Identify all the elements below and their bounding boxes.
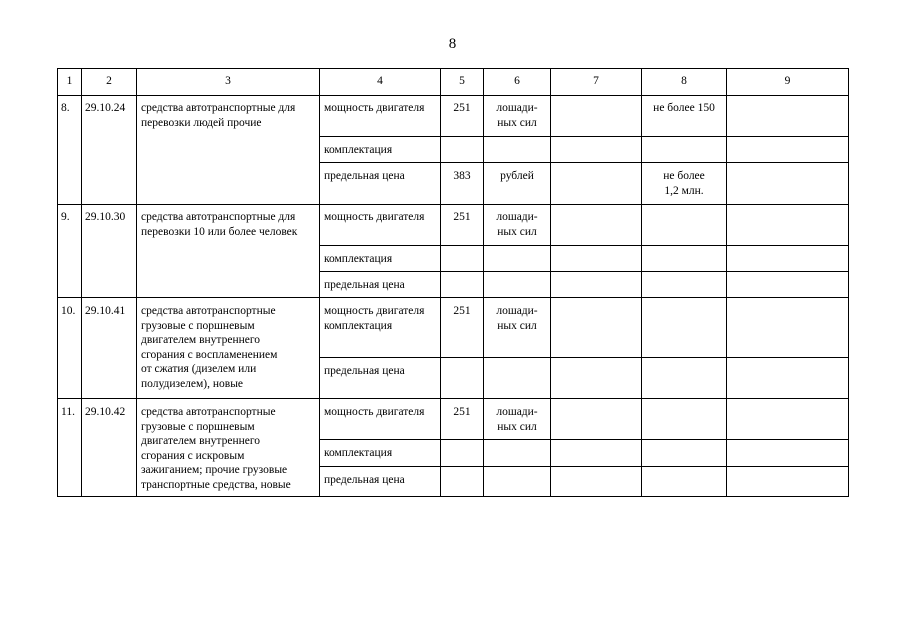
table-border-right <box>848 68 849 497</box>
row-number: 10. <box>61 305 76 317</box>
unit-code: 251 <box>453 406 471 418</box>
header-cell-2: 2 <box>106 75 112 87</box>
table-border-bottom <box>57 496 849 497</box>
col-divider-4-5 <box>440 68 441 497</box>
row-divider-10-11 <box>57 398 849 399</box>
unit-name: лошади- ных сил <box>496 305 538 332</box>
row-divider-8-9 <box>57 204 849 205</box>
col-divider-2-3 <box>136 68 137 497</box>
header-cell-3: 3 <box>225 75 231 87</box>
characteristic-name: предельная цена <box>324 279 405 291</box>
okpd-code: 29.10.42 <box>85 406 126 418</box>
subrow-divider <box>319 357 849 358</box>
col-divider-8-9 <box>726 68 727 497</box>
requirement-value: не более 1,2 млн. <box>663 170 705 197</box>
item-name: средства автотранспортные для перевозки 10 или более человек <box>141 211 298 238</box>
table-border-left <box>57 68 58 497</box>
row-number: 9. <box>61 211 70 223</box>
header-cell-5: 5 <box>459 75 465 87</box>
header-cell-6: 6 <box>514 75 520 87</box>
header-divider <box>57 95 849 96</box>
page-number: 8 <box>448 36 457 52</box>
characteristic-name: мощность двигателя <box>324 102 425 114</box>
subrow-divider <box>319 271 849 272</box>
table-border-top <box>57 68 849 69</box>
subrow-divider <box>319 466 849 467</box>
characteristic-name: предельная цена <box>324 474 405 486</box>
unit-name: рублей <box>500 170 534 182</box>
unit-name: лошади- ных сил <box>496 406 538 433</box>
subrow-divider <box>319 162 849 163</box>
col-divider-1-2 <box>81 68 82 497</box>
unit-code: 251 <box>453 102 471 114</box>
unit-code: 383 <box>453 170 471 182</box>
col-divider-7-8 <box>641 68 642 497</box>
okpd-code: 29.10.24 <box>85 102 126 114</box>
item-name: средства автотранспортные грузовые с поршневым двигателем внутреннего сгорания с воспламенением от сжатия (дизелем или полудизелем), новые <box>141 305 278 390</box>
subrow-divider <box>319 439 849 440</box>
row-divider-9-10 <box>57 297 849 298</box>
unit-name: лошади- ных сил <box>496 102 538 129</box>
row-number: 8. <box>61 102 70 114</box>
characteristic-name: комплектация <box>324 144 393 156</box>
unit-code: 251 <box>453 211 471 223</box>
unit-code: 251 <box>453 305 471 317</box>
characteristic-name: комплектация <box>324 447 393 459</box>
okpd-code: 29.10.41 <box>85 305 126 317</box>
item-name: средства автотранспортные для перевозки людей прочие <box>141 102 296 129</box>
characteristic-name: комплектация <box>324 253 393 265</box>
header-cell-8: 8 <box>681 75 687 87</box>
header-cell-9: 9 <box>784 75 791 87</box>
characteristic-name: мощность двигателя комплектация <box>324 305 425 332</box>
requirement-value: не более 150 <box>653 102 715 114</box>
header-cell-4: 4 <box>377 75 383 87</box>
okpd-code: 29.10.30 <box>85 211 126 223</box>
characteristic-name: предельная цена <box>324 365 405 377</box>
subrow-divider <box>319 136 849 137</box>
characteristic-name: мощность двигателя <box>324 406 425 418</box>
header-cell-1: 1 <box>66 75 73 87</box>
row-number: 11. <box>61 406 75 418</box>
item-name: средства автотранспортные грузовые с поршневым двигателем внутреннего сгорания с искровым зажиганием; прочие грузовые транспортные средства, новые <box>141 406 291 491</box>
characteristic-name: мощность двигателя <box>324 211 425 223</box>
header-cell-7: 7 <box>593 75 599 87</box>
unit-name: лошади- ных сил <box>496 211 538 238</box>
characteristic-name: предельная цена <box>324 170 405 182</box>
subrow-divider <box>319 245 849 246</box>
